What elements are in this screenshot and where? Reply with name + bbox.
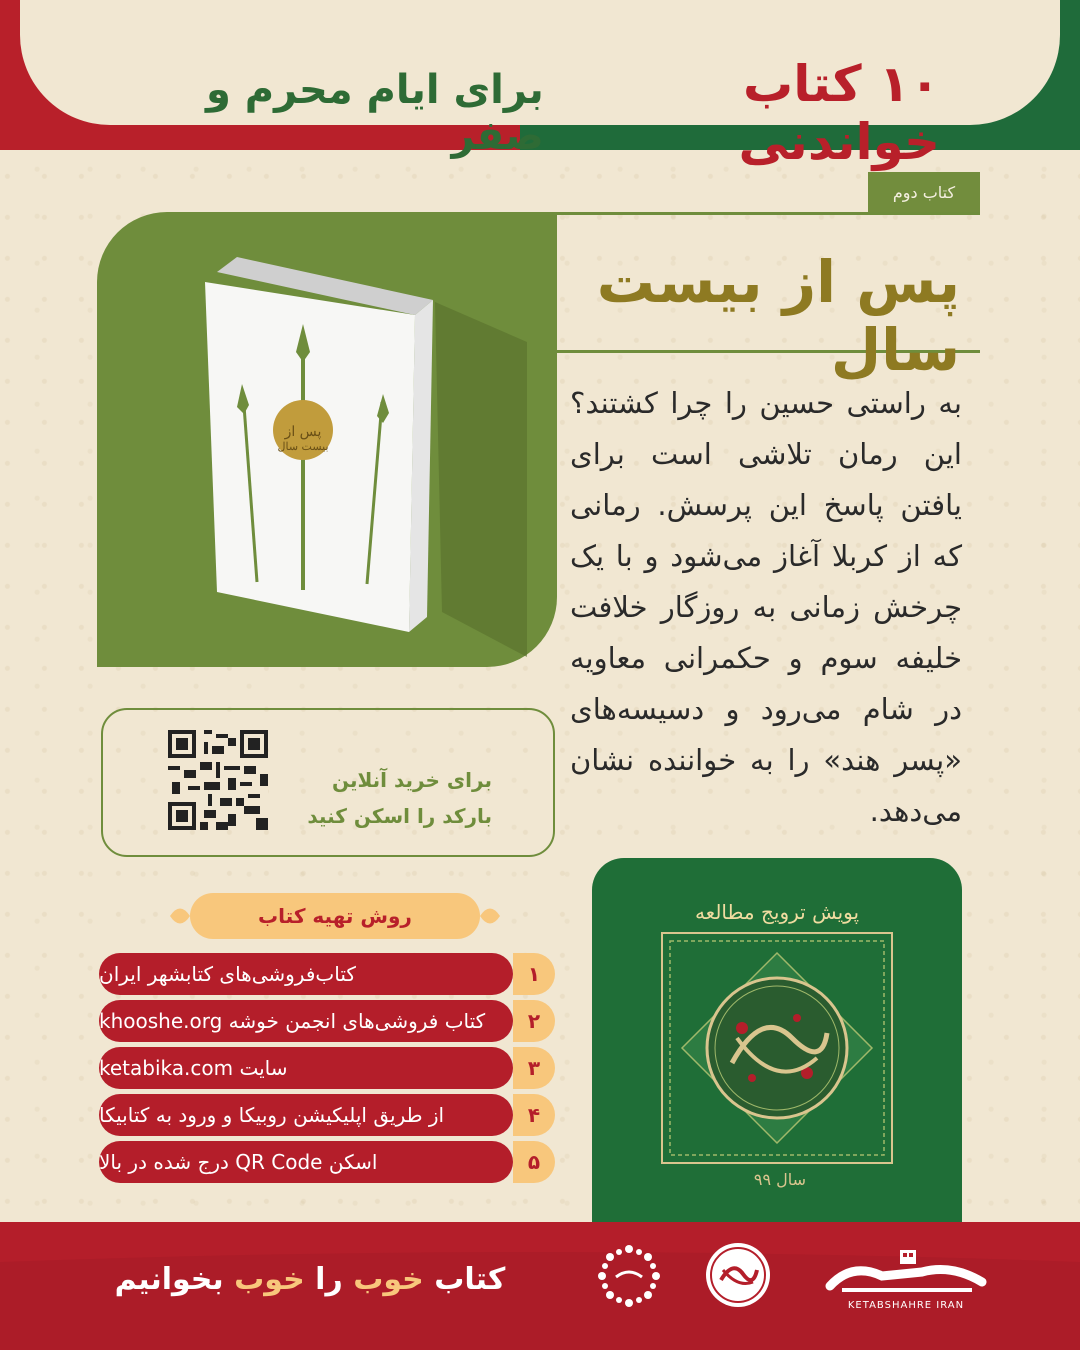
methods-header bbox=[170, 893, 500, 939]
method-item-text: از طریق اپلیکیشن روبیکا و ورود به کتابیکا bbox=[99, 1103, 445, 1127]
method-item bbox=[99, 953, 555, 995]
book-3d-image bbox=[97, 212, 557, 667]
method-item-number: ۵ bbox=[513, 1141, 555, 1183]
method-item bbox=[99, 1000, 555, 1042]
method-item-number: ۴ bbox=[513, 1094, 555, 1136]
shirazi-logo-icon bbox=[703, 1240, 773, 1310]
slogan-word: بخوانیم bbox=[114, 1262, 224, 1297]
svg-text:بیست سال: بیست سال bbox=[277, 440, 329, 453]
method-item-text: اسکن QR Code درج شده در بالا bbox=[99, 1150, 378, 1174]
method-item-text: کتاب فروشی‌های انجمن خوشه khooshe.org bbox=[99, 1009, 486, 1033]
book-number-tag: کتاب دوم bbox=[868, 172, 980, 212]
book-cover-panel bbox=[97, 212, 557, 667]
page-title-green: برای ایام محرم و صفر bbox=[206, 67, 544, 159]
poster-year: سال ۹۹ bbox=[753, 1170, 807, 1189]
method-item bbox=[99, 1141, 555, 1183]
method-item-number: ۲ bbox=[513, 1000, 555, 1042]
methods-title: روش تهیه کتاب bbox=[190, 893, 480, 939]
qr-caption-line1: برای خرید آنلاین bbox=[331, 768, 492, 792]
book-title: پس از بیست سال bbox=[596, 248, 960, 384]
slogan-word-highlight: خوب bbox=[234, 1262, 305, 1297]
footer-slogan bbox=[85, 1262, 535, 1312]
page-title-red: ۱۰ کتاب خواندنی bbox=[738, 55, 940, 171]
method-item-text: کتاب‌فروشی‌های کتابشهر ایران bbox=[99, 962, 356, 986]
method-item-number: ۳ bbox=[513, 1047, 555, 1089]
qr-code[interactable] bbox=[168, 730, 268, 830]
slogan-word-highlight: خوب bbox=[353, 1262, 424, 1297]
svg-text:پس از: پس از bbox=[284, 424, 322, 440]
method-item-number: ۱ bbox=[513, 953, 555, 995]
ketabshahr-logo-text: KETABSHAHRE IRAN bbox=[847, 1300, 965, 1311]
ketabshahr-logo-icon bbox=[822, 1246, 990, 1316]
page-title bbox=[140, 55, 940, 171]
qr-caption-line2: بارکد را اسکن کنید bbox=[307, 804, 492, 828]
method-item bbox=[99, 1047, 555, 1089]
slogan-word: کتاب bbox=[434, 1262, 506, 1297]
qr-caption bbox=[272, 762, 492, 834]
slogan-word: را bbox=[315, 1262, 343, 1297]
method-item-text: سایت ketabika.com bbox=[99, 1056, 288, 1080]
book-description: به راستی حسین را چرا کشتند؟ این رمان تلاشی است برای یافتن پاسخ این پرسش. رمانی که از کربلا آغاز می‌شود و با یک چرخش زمانی به روزگار خلافت خلیفه سوم و حکمرانی معاویه در شام می‌رود و دسیسه‌های «پسر هند» را به خواننده نشان می‌دهد. bbox=[570, 386, 962, 828]
khooshe-logo-icon bbox=[596, 1243, 662, 1309]
method-item bbox=[99, 1094, 555, 1136]
poster-title: پویش ترویج مطالعه bbox=[694, 900, 860, 924]
